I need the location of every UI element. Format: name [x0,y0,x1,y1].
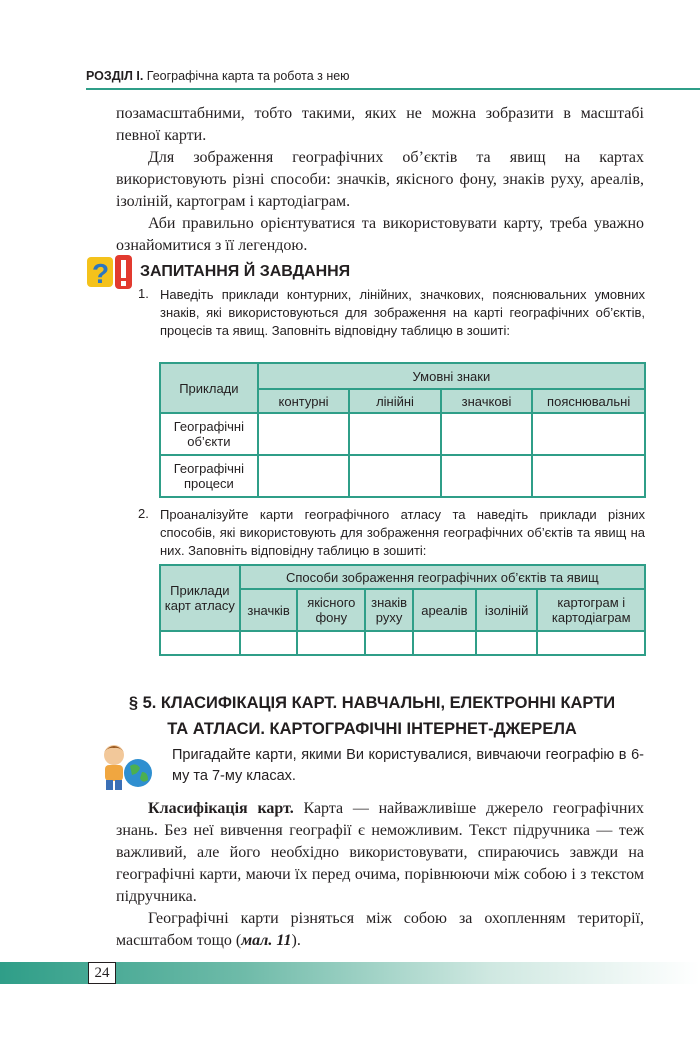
table-cell [349,413,440,455]
table-cell [476,631,538,655]
table-1-row-label: Географічні процеси [160,455,258,497]
table-cell [441,455,533,497]
intro-paragraph-1: позамасштабними, тобто такими, яких не можна зобразити в масштабі певної карти. [116,105,644,144]
table-row [160,455,645,497]
table-row [160,413,645,455]
table-cell [258,413,350,455]
table-2-sub-head: якісного фону [297,589,365,631]
section-label: РОЗДІЛ I. [86,69,144,83]
question-exclamation-icon [86,254,134,292]
table-cell [349,455,440,497]
intro-paragraph-3: Аби правильно орієнтуватися та використовувати карту, треба уважно ознайомитися з її легендою. [116,215,644,254]
body-paragraph-2-end: ). [291,932,301,949]
section-heading [92,690,652,742]
body-paragraph-1 [116,798,644,908]
table-2-col-head: Приклади карт атласу [160,565,240,631]
table-row [160,631,645,655]
table-1-sub-head: значкові [441,389,533,413]
table-2-sub-head: знаків руху [365,589,413,631]
table-cell [532,455,645,497]
table-cell [297,631,365,655]
table-cell [258,455,350,497]
table-1-sub-head: пояснювальні [532,389,645,413]
table-2-sub-head: ізоліній [476,589,538,631]
table-1-row-label: Географічні об’єкти [160,413,258,455]
question-2-number: 2. [138,506,149,521]
section-title: Географічна карта та робота з нею [146,69,350,83]
figure-reference: мал. 11 [241,932,292,949]
table-cell [365,631,413,655]
table-1-group-head: Умовні знаки [258,363,645,389]
table-2-sub-head: картограм і картодіаграм [537,589,645,631]
question-1-text: Наведіть приклади контурних, лінійних, значкових, пояснювальних умовних знаків, які використовуються для зображення на карті географічних об’єктів, процесів та явищ. Заповніть відповідну таблицю в зошиті: [160,287,645,338]
running-header [86,69,646,83]
table-cell [441,413,533,455]
recall-prompt: Пригадайте карти, якими Ви користувалися, вивчаючи географію в 6-му та 7-му класах. [172,747,644,784]
table-2 [159,564,646,656]
table-1-sub-head: контурні [258,389,350,413]
table-2-sub-head: значків [240,589,298,631]
body-paragraph-2-text: Географічні карти різняться між собою за охопленням території, масштабом тощо ( [116,910,644,949]
intro-paragraph-2: Для зображення географічних об’єктів та явищ на картах використовують різні способи: значків, якісного фону, знаків руху, ареалів, ізоліній, картограм і картодіаграм. [116,149,644,210]
table-2-group-head: Способи зображення географічних об’єктів та явищ [240,565,645,589]
table-cell [160,631,240,655]
table-2-sub-head: ареалів [413,589,476,631]
child-with-globe-icon [94,742,156,792]
table-cell [532,413,645,455]
body-paragraph-1-text: Карта — найважливіше джерело географічних знань. Без неї вивчення географії є неможливим. Текст підручника — теж важливий, але його необхідно використовувати, спираючись завжди на географічні карти, маючи їх перед очима, порівнюючи між собою і з текстом підручника. [116,800,645,905]
section-title-line-1: § 5. КЛАСИФІКАЦІЯ КАРТ. НАВЧАЛЬНІ, ЕЛЕКТРОННІ КАРТИ [128,694,616,712]
section-title-line-2: ТА АТЛАСИ. КАРТОГРАФІЧНІ ІНТЕРНЕТ-ДЖЕРЕЛА [167,720,577,738]
table-1-col-head: Приклади [160,363,258,413]
table-1 [159,362,646,498]
table-cell [413,631,476,655]
question-2-text: Проаналізуйте карти географічного атласу та наведіть приклади різних способів, які використовують для зображення географічних об’єктів та явищ на них. Заповніть відповідну таблицю в зошиті: [160,507,645,558]
questions-heading: ЗАПИТАННЯ Й ЗАВДАННЯ [140,263,351,280]
header-divider [86,88,700,90]
svg-text:?: ? [92,258,110,289]
question-1-number: 1. [138,286,149,301]
table-cell [537,631,645,655]
table-cell [240,631,298,655]
body-paragraph-2 [116,908,644,952]
body-lead: Класифікація карт. [148,800,294,817]
page-number: 24 [88,962,116,984]
table-1-sub-head: лінійні [349,389,440,413]
